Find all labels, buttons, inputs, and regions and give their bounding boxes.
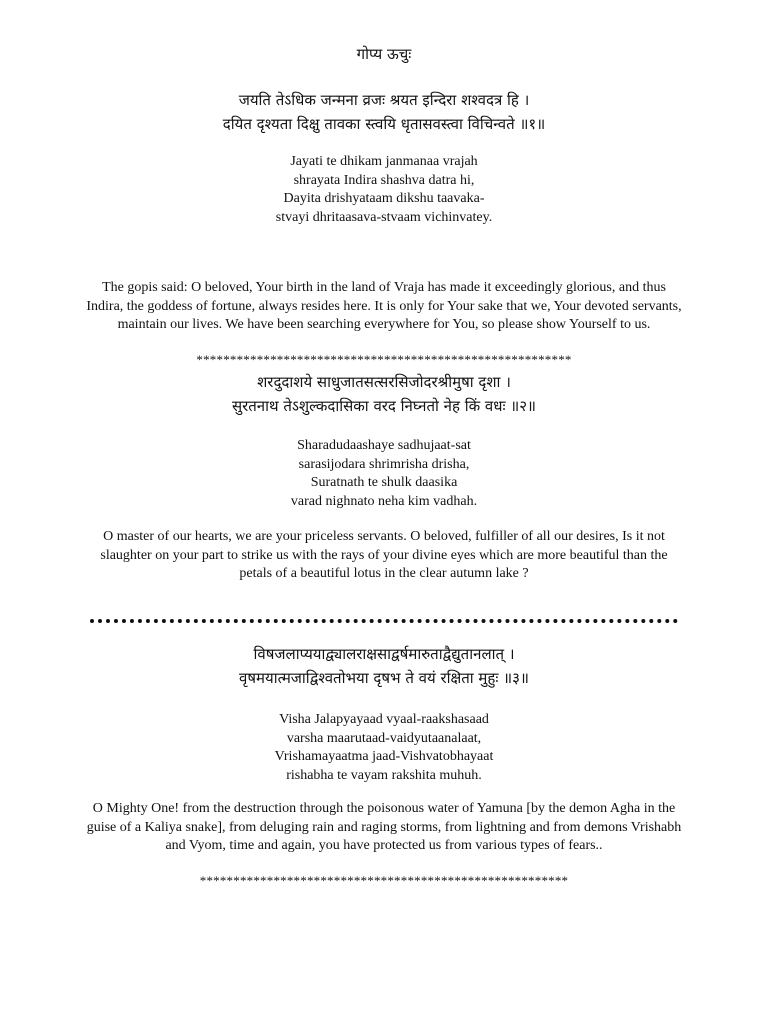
transliteration-line: varad nighnato neha kim vadhah. bbox=[290, 493, 478, 509]
transliteration-line: Suratnath te shulk daasika bbox=[310, 475, 458, 490]
transliteration-line: rishabha te vayam rakshita muhuh. bbox=[286, 767, 482, 783]
transliteration-line: Sharadudaashaye sadhujaat-sat bbox=[297, 438, 471, 453]
transliteration-line: stvayi dhritaasava-stvaam vichinvatey. bbox=[275, 209, 493, 225]
transliteration-line: sarasijodara shrimrisha drisha, bbox=[298, 456, 470, 472]
verse3-sanskrit bbox=[0, 642, 768, 690]
sanskrit-line: जयति तेऽधिक जन्मना व्रजः श्रयत इन्दिरा शश्वदत्र हि । bbox=[238, 91, 530, 109]
sanskrit-line: विषजलाप्ययाद्व्यालराक्षसाद्वर्षमारुताद्वैद्युतानलात् । bbox=[253, 645, 515, 663]
star-separator: ******************************************************** bbox=[196, 352, 572, 367]
transliteration-line: Dayita drishyataam dikshu taavaka- bbox=[283, 191, 485, 206]
star-separator: ******************************************************* bbox=[199, 873, 569, 888]
verse2-sanskrit bbox=[0, 370, 768, 418]
verse3-transliteration bbox=[0, 711, 768, 785]
verse1-sanskrit bbox=[0, 88, 768, 136]
verse1-transliteration bbox=[0, 153, 768, 227]
page-title: गोप्य ऊचुः bbox=[356, 45, 412, 63]
transliteration-line: Visha Jalapyayaad vyaal-raakshasaad bbox=[279, 712, 489, 727]
verse3-translation: O Mighty One! from the destruction through the poisonous water of Yamuna [by the demon Agha in the guise of a Kaliya snake], from deluging rain and raging storms, from lightning and from demons Vrishabh and Vyom, time and again, you have protected us from various types of fears.. bbox=[86, 801, 682, 854]
dotted-divider bbox=[90, 619, 678, 623]
verse1-translation: The gopis said: O beloved, Your birth in the land of Vraja has made it exceedingly glorious, and thus Indira, the goddess of fortune, always resides here. It is only for Your sake that we, Your devoted servants, maintain our lives. We have been searching everywhere for You, so please show Yourself to us. bbox=[86, 280, 682, 333]
transliteration-line: varsha maarutaad-vaidyutaanalaat, bbox=[286, 730, 482, 746]
transliteration-line: shrayata Indira shashva datra hi, bbox=[293, 172, 475, 188]
sanskrit-line: सुरतनाथ तेऽशुल्कदासिका वरद निघ्नतो नेह किं वधः ॥२॥ bbox=[231, 397, 537, 415]
verse2-translation: O master of our hearts, we are your priceless servants. O beloved, fulfiller of all our desires, Is it not slaughter on your part to strike us with the rays of your divine eyes which are more beautiful than the petals of a beautiful lotus in the clear autumn lake ? bbox=[100, 529, 668, 582]
sanskrit-line: शरदुदाशये साधुजातसत्सरसिजोदरश्रीमुषा दृशा । bbox=[257, 373, 511, 391]
transliteration-line: Jayati te dhikam janmanaa vrajah bbox=[290, 154, 478, 169]
sanskrit-line: वृषमयात्मजाद्विश्वतोभया दृषभ ते वयं रक्षिता मुहुः ॥३॥ bbox=[239, 669, 529, 687]
transliteration-line: Vrishamayaatma jaad-Vishvatobhayaat bbox=[274, 749, 494, 764]
sanskrit-line: दयित दृश्यता दिक्षु तावका स्त्वयि धृतासवस्त्वा विचिन्वते ॥१॥ bbox=[222, 115, 546, 133]
verse2-transliteration bbox=[0, 437, 768, 511]
